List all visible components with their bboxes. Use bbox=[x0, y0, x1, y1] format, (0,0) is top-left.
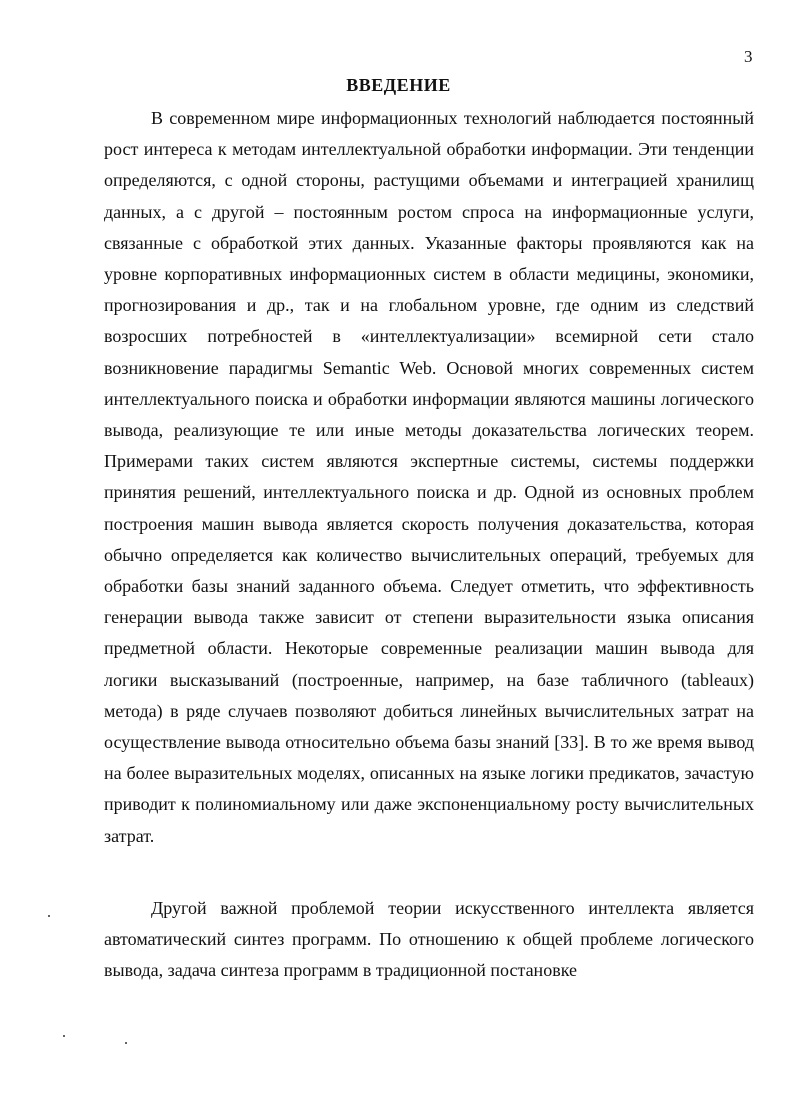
body-paragraph: В современном мире информационных технологий наблюдается постоянный рост интереса к методам интеллектуальной обработки информации. Эти тенденции определяются, с одной стороны, растущими объемами и интеграцией хранилищ данных, а с другой – постоянным ростом спроса на информационные услуги, связанные с обработкой этих данных. Указанные факторы проявляются как на уровне корпоративных информационных систем в области медицины, экономики, прогнозирования и др., так и на глобальном уровне, где одним из следствий возросших потребностей в «интеллектуализации» всемирной сети стало возникновение парадигмы Semantic Web. Основой многих современных систем интеллектуального поиска и обработки информации являются машины логического вывода, реализующие те или иные методы доказательства логических теорем. Примерами таких систем являются экспертные системы, системы поддержки принятия решений, интеллектуального поиска и др. Одной из основных проблем построения машин вывода является скорость получения доказательства, которая обычно определяется как количество вычислительных операций, требуемых для обработки базы знаний заданного объема. Следует отметить, что эффективность генерации вывода также зависит от степени выразительности языка описания предметной области. Некоторые современные реализации машин вывода для логики высказываний (построенные, например, на базе табличного (tableaux) метода) в ряде случаев позволяют добиться линейных вычислительных затрат на осуществление вывода относительно объема базы знаний [33]. В то же время вывод на более выразительных моделях, описанных на языке логики предикатов, зачастую приводит к полиномиальному или даже экспоненциальному росту вычислительных затрат. bbox=[104, 108, 754, 846]
scan-speck bbox=[48, 915, 50, 917]
section-heading: ВВЕДЕНИЕ bbox=[346, 75, 451, 95]
page-number: 3 bbox=[744, 47, 753, 66]
scan-speck bbox=[125, 1042, 127, 1044]
body-paragraph: Другой важной проблемой теории искусственного интеллекта является автоматический синтез программ. По отношению к общей проблеме логического вывода, задача синтеза программ в традиционной постановке bbox=[104, 898, 754, 981]
scan-speck bbox=[63, 1035, 65, 1037]
